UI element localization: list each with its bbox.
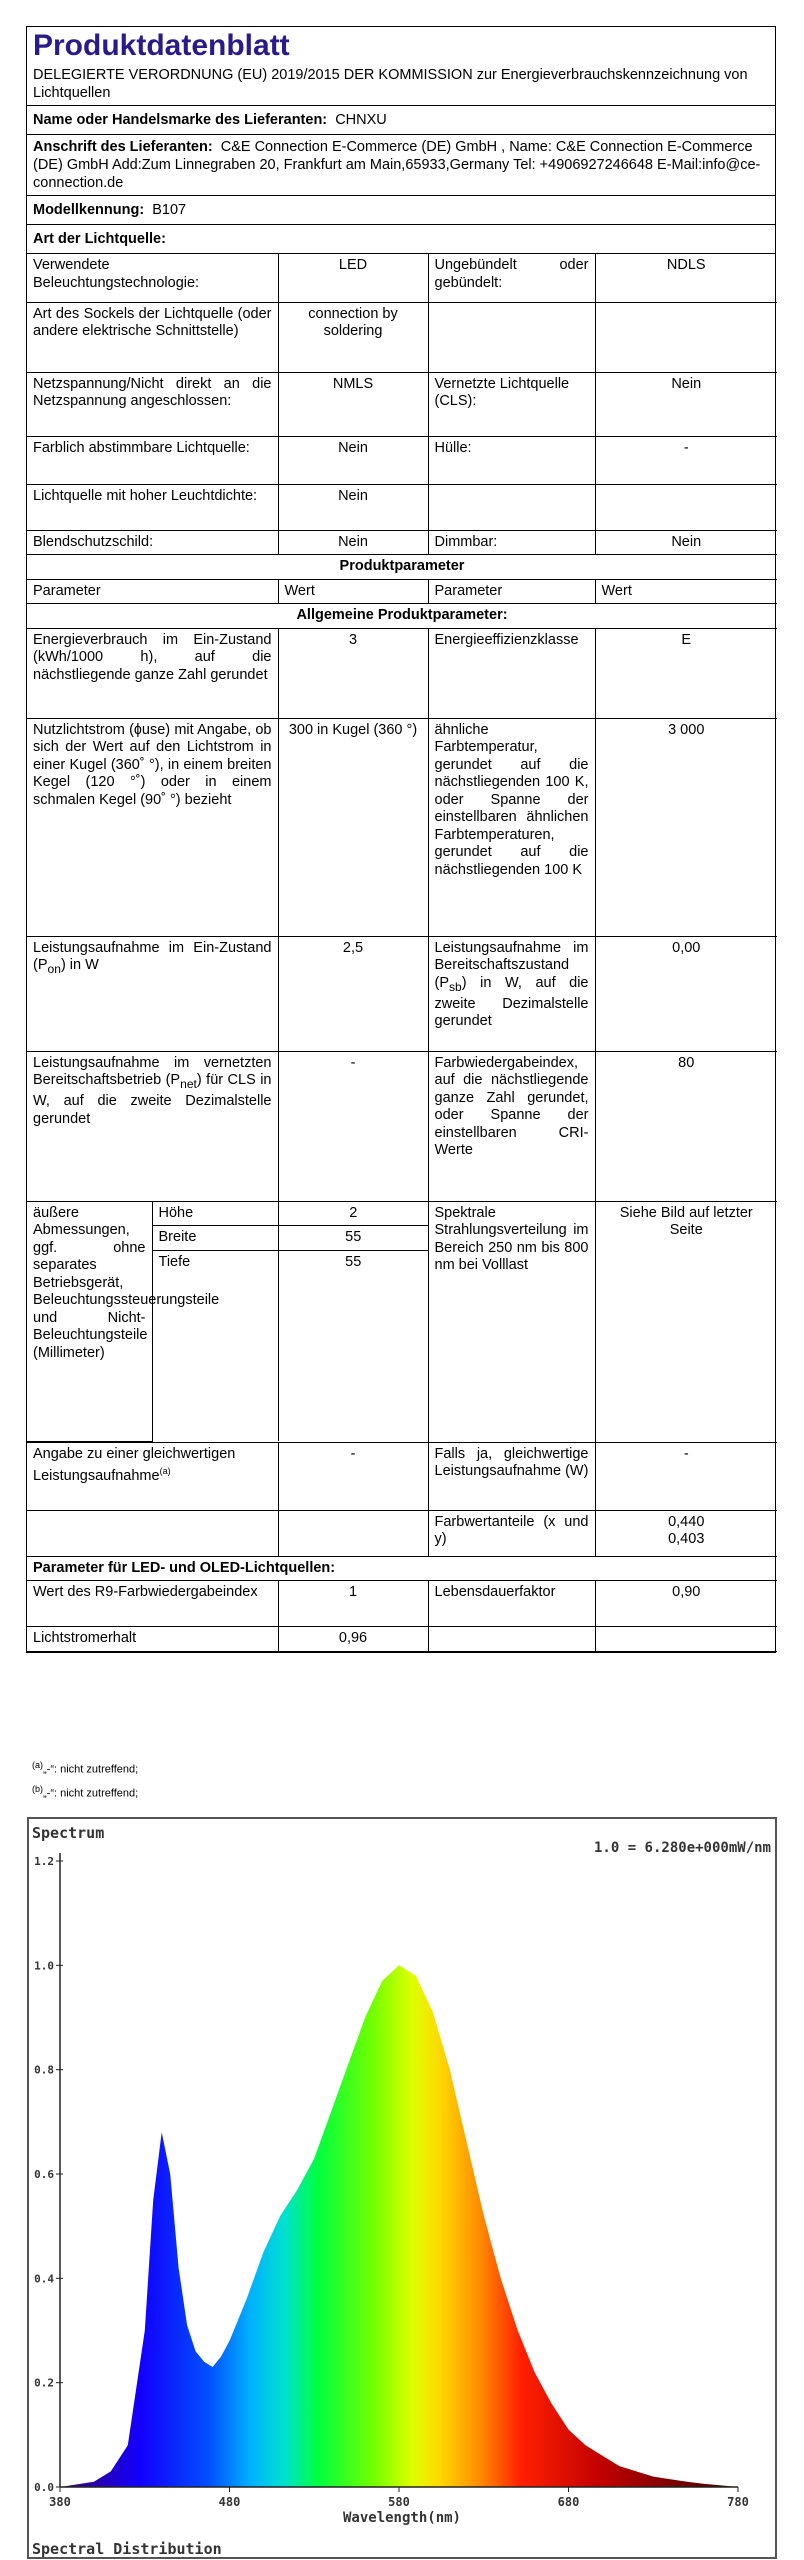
type-value [595, 302, 777, 372]
param-value: 300 in Kugel (360 °) [278, 718, 428, 936]
type-label: Hülle: [428, 436, 595, 484]
table-row [27, 436, 777, 484]
param-label: Nutzlichtstrom (ɸuse) mit Angabe, ob sich der Wert auf den Lichtstrom in einer Kugel (360˚ °), in einem breiten Kegel (120 °˚) oder in einem schmalen Kegel (90˚ °) bezieht [27, 718, 278, 936]
column-header: Wert [278, 579, 428, 604]
type-value: LED [278, 254, 428, 302]
param-value: 3 000 [595, 718, 777, 936]
param-value: - [595, 1442, 777, 1510]
supplier-address [27, 135, 775, 196]
type-label [428, 484, 595, 530]
dimensions-cell [27, 1201, 428, 1442]
y-tick-label: 0.8 [34, 2063, 54, 2077]
address-value: C&E Connection E-Commerce (DE) GmbH , Name: C&E Connection E-Commerce (DE) GmbH Add:Zum Linnegraben 20, Frankfurt am Main,65933,Germany Tel: +4906927246648 E-Mail:info@ce-connection.de [33, 139, 761, 191]
x-axis-label: Wavelength(nm) [342, 2510, 462, 2526]
param-label: Falls ja, gleichwertige Leistungsaufnahme (W) [428, 1442, 595, 1510]
table-row [27, 604, 777, 629]
y-tick-label: 0.6 [34, 2168, 54, 2181]
empty-cell [27, 1510, 278, 1556]
type-value: Nein [278, 530, 428, 555]
x-tick-label: 480 [218, 2495, 241, 2509]
param-value: 0,96 [278, 1627, 428, 1652]
dimensions-label: äußere Abmessungen, ggf. ohne separates Betriebsgerät, Beleuchtungssteuerungsteile und Nicht-Beleuchtungsteile (Millimeter) [27, 1202, 152, 1442]
param-value: 2,5 [278, 936, 428, 1051]
table-row [27, 372, 777, 436]
type-label [428, 302, 595, 372]
type-label: Dimmbar: [428, 530, 595, 555]
type-value: NMLS [278, 372, 428, 436]
param-label: Farbwertanteile (x und y) [428, 1510, 595, 1556]
column-header: Wert [595, 579, 777, 604]
x-tick-label: 680 [557, 2495, 580, 2509]
param-value: 0,00 [595, 936, 777, 1051]
x-tick-label: 780 [727, 2495, 749, 2509]
table-row [27, 1051, 777, 1201]
param-label: Wert des R9-Farbwiedergabeindex [27, 1581, 278, 1627]
depth-label: Tiefe [152, 1250, 278, 1441]
type-label: Vernetzte Lichtquelle (CLS): [428, 372, 595, 436]
table-row [27, 1442, 777, 1510]
table-row [27, 1510, 777, 1556]
y-tick-label: 1.2 [34, 1855, 54, 1868]
brand-value: CHNXU [335, 112, 387, 128]
param-value: - [278, 1442, 428, 1510]
led-parameters-header: Parameter für LED- und OLED-Lichtquellen: [27, 1556, 777, 1581]
type-label: Verwendete Beleuchtungstechnologie: [27, 254, 278, 302]
type-value: Nein [278, 436, 428, 484]
footnote-a: $^{(a)}$„-“: nicht zutreffend; [32, 1760, 139, 1776]
spectrum-chart [26, 1816, 778, 2560]
table-row [27, 530, 777, 555]
x-tick-label: 380 [49, 2495, 71, 2509]
type-value: NDLS [595, 254, 777, 302]
param-value: Siehe Bild auf letzter Seite [595, 1201, 777, 1442]
param-value: 3 [278, 628, 428, 718]
general-parameters-header: Allgemeine Produktparameter: [27, 604, 777, 629]
type-label: Ungebündelt oder gebündelt: [428, 254, 595, 302]
chart-title: Spectrum [32, 1824, 105, 1842]
chart-bottom-caption: Spectral Distribution [32, 2540, 222, 2558]
page-title: Produktdatenblatt [33, 29, 290, 62]
supplier-brand [27, 106, 775, 135]
type-value: - [595, 436, 777, 484]
y-tick-label: 1.0 [34, 1959, 54, 1973]
height-label: Höhe [152, 1202, 278, 1226]
table-row [27, 718, 777, 936]
param-label: Spektrale Strahlungsverteilung im Bereich 250 nm bis 800 nm bei Volllast [428, 1201, 595, 1442]
type-label: Farblich abstimmbare Lichtquelle: [27, 436, 278, 484]
table-row [27, 555, 777, 580]
width-value: 55 [278, 1226, 428, 1251]
depth-value: 55 [278, 1250, 428, 1441]
column-header: Parameter [27, 579, 278, 604]
column-header: Parameter [428, 579, 595, 604]
address-label: Anschrift des Lieferanten: [33, 139, 213, 155]
empty-cell [278, 1510, 428, 1556]
light-source-type-table [27, 254, 777, 1652]
y-tick-label: 0.2 [34, 2376, 54, 2390]
param-label: Lichtstromerhalt [27, 1627, 278, 1652]
param-label: ähnliche Farbtemperatur, gerundet auf die nächstliegenden 100 K, oder Spanne der einstellbaren ähnlichen Farbtemperaturen, gerundet auf die nächstliegenden 100 K [428, 718, 595, 936]
type-label: Art des Sockels der Lichtquelle (oder andere elektrische Schnittstelle) [27, 302, 278, 372]
param-value: - [278, 1051, 428, 1201]
regulation-text: DELEGIERTE VERORDNUNG (EU) 2019/2015 DER KOMMISSION zur Energieverbrauchskennzeichnung von Lichtquellen [27, 63, 775, 106]
table-row [27, 1581, 777, 1627]
table-row [27, 1201, 777, 1442]
param-label: Energieeffizienzklasse [428, 628, 595, 718]
table-row [27, 628, 777, 718]
param-value [595, 1510, 777, 1556]
type-value: Nein [595, 372, 777, 436]
type-value: Nein [278, 484, 428, 530]
type-value: Nein [595, 530, 777, 555]
model-label: Modellkennung: [33, 202, 145, 218]
param-value: 80 [595, 1051, 777, 1201]
model-value: B107 [152, 202, 187, 218]
param-value: 1 [278, 1581, 428, 1627]
table-row [27, 1627, 777, 1652]
type-value: connection by soldering [278, 302, 428, 372]
table-row [27, 1556, 777, 1581]
product-parameters-header: Produktparameter [27, 555, 777, 580]
chromaticity-x: 0,440 [668, 1513, 705, 1530]
height-value: 2 [278, 1202, 428, 1226]
type-label: Blendschutzschild: [27, 530, 278, 555]
product-data-sheet [26, 26, 776, 1653]
footnote-b: $^{(b)}$„-“: nicht zutreffend; [32, 1784, 139, 1800]
light-source-type-header: Art der Lichtquelle: [27, 225, 775, 254]
type-label: Lichtquelle mit hoher Leuchtdichte: [27, 484, 278, 530]
y-tick-label: 0.0 [34, 2481, 54, 2494]
param-label: Leistungsaufnahme im vernetzten Bereitschaftsbetrieb $(P_{net})$ für CLS in W, auf die zweite Dezimalstelle gerundet [27, 1051, 278, 1201]
brand-label: Name oder Handelsmarke des Lieferanten: [33, 112, 328, 128]
chromaticity-y: 0,403 [668, 1531, 705, 1547]
table-row [27, 302, 777, 372]
model-id [27, 196, 775, 225]
param-label: Energieverbrauch im Ein-Zustand (kWh/1000 h), auf die nächstliegende ganze Zahl gerundet [27, 628, 278, 718]
empty-cell [428, 1627, 595, 1652]
param-label: Leistungsaufnahme im Bereitschaftszustand $(P_{sb})$ in W, auf die zweite Dezimalstelle gerundet [428, 936, 595, 1051]
type-value [595, 484, 777, 530]
table-row [27, 579, 777, 604]
y-tick-label: 0.4 [34, 2272, 54, 2286]
type-label: Netzspannung/Nicht direkt an die Netzspannung angeschlossen: [27, 372, 278, 436]
param-label: Lebensdauerfaktor [428, 1581, 595, 1627]
param-value: 0,90 [595, 1581, 777, 1627]
param-label: Farbwiedergabeindex, auf die nächstliegende ganze Zahl gerundet, oder Spanne der einstellbaren CRI-Werte [428, 1051, 595, 1201]
param-label: Angabe zu einer gleichwertigen Leistungsaufnahme$^{(a)}$ [27, 1442, 278, 1510]
param-label: Leistungsaufnahme im Ein-Zustand $(P_{on})$ in W [27, 936, 278, 1051]
empty-cell [595, 1627, 777, 1652]
x-tick-label: 580 [388, 2495, 410, 2509]
dimensions-table [27, 1202, 428, 1442]
chart-scale-note: 1.0 = 6.280e+000mW/nm [593, 1840, 771, 1856]
width-label: Breite [152, 1226, 278, 1251]
table-row [27, 484, 777, 530]
param-value: E [595, 628, 777, 718]
table-row [27, 254, 777, 302]
table-row [27, 936, 777, 1051]
